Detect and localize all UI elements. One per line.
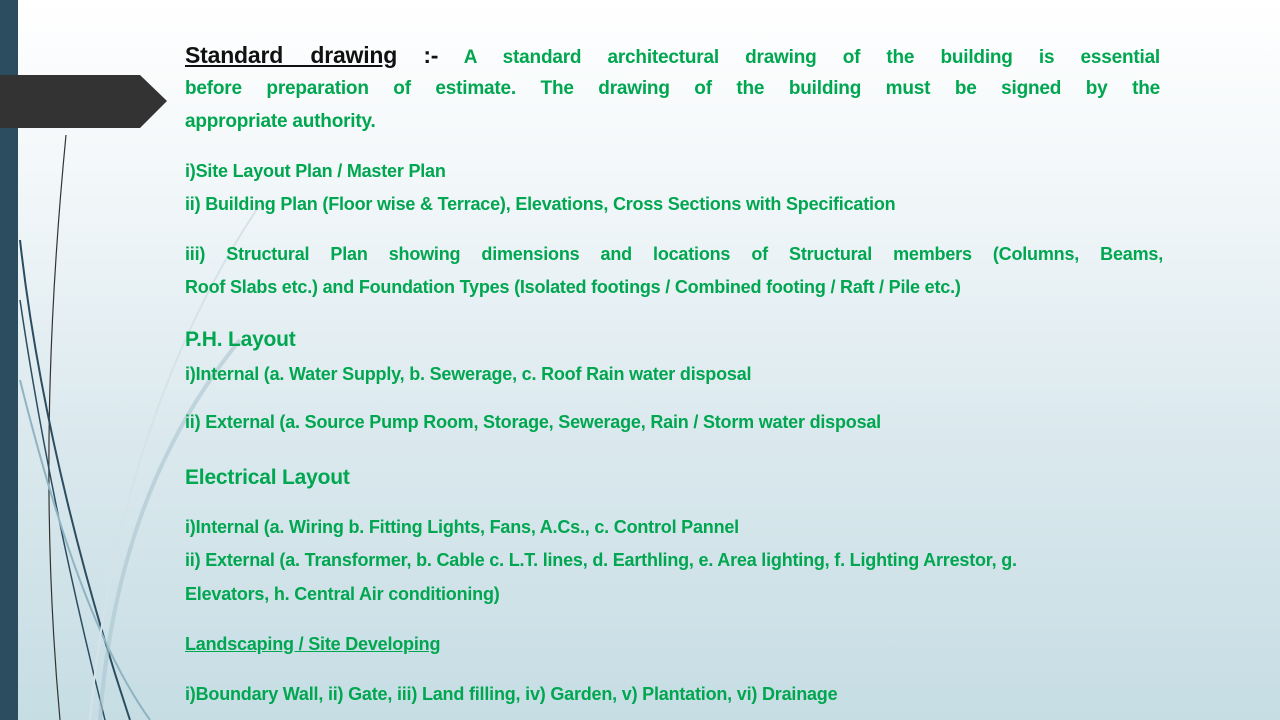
ph-layout-heading: P.H. Layout	[185, 328, 296, 351]
drawing-item: Roof Slabs etc.) and Foundation Types (Isolated footings / Combined footing / Raft / Pile etc.)	[185, 277, 961, 297]
title-separator: :-	[423, 42, 439, 68]
title-arrow-shape	[0, 75, 167, 128]
intro-line-1	[185, 42, 1160, 69]
landscaping-item: i)Boundary Wall, ii) Gate, iii) Land filling, iv) Garden, v) Plantation, vi) Drainage	[185, 684, 838, 704]
ph-item: i)Internal (a. Water Supply, b. Sewerage, c. Roof Rain water disposal	[185, 364, 752, 384]
drawing-item: ii) Building Plan (Floor wise & Terrace), Elevations, Cross Sections with Specification	[185, 194, 896, 214]
electrical-item: i)Internal (a. Wiring b. Fitting Lights, Fans, A.Cs., c. Control Pannel	[185, 517, 739, 537]
slide-title: Standard drawing	[185, 42, 398, 68]
electrical-layout-heading: Electrical Layout	[185, 466, 350, 489]
landscaping-heading: Landscaping / Site Developing	[185, 634, 441, 654]
drawing-item: i)Site Layout Plan / Master Plan	[185, 161, 446, 181]
electrical-item: Elevators, h. Central Air conditioning)	[185, 584, 500, 604]
electrical-item: ii) External (a. Transformer, b. Cable c. L.T. lines, d. Earthling, e. Area lighting, f. Lighting Arrestor, g.	[185, 550, 1017, 570]
intro-text-1: A standard architectural drawing of the building is essential	[463, 47, 1161, 68]
intro-line-2: before preparation of estimate. The drawing of the building must be signed by the	[185, 78, 1160, 99]
intro-line-3: appropriate authority.	[185, 111, 376, 132]
ph-item: ii) External (a. Source Pump Room, Storage, Sewerage, Rain / Storm water disposal	[185, 412, 881, 432]
drawing-item: iii) Structural Plan showing dimensions and locations of Structural members (Columns, Beams,	[185, 244, 1163, 264]
